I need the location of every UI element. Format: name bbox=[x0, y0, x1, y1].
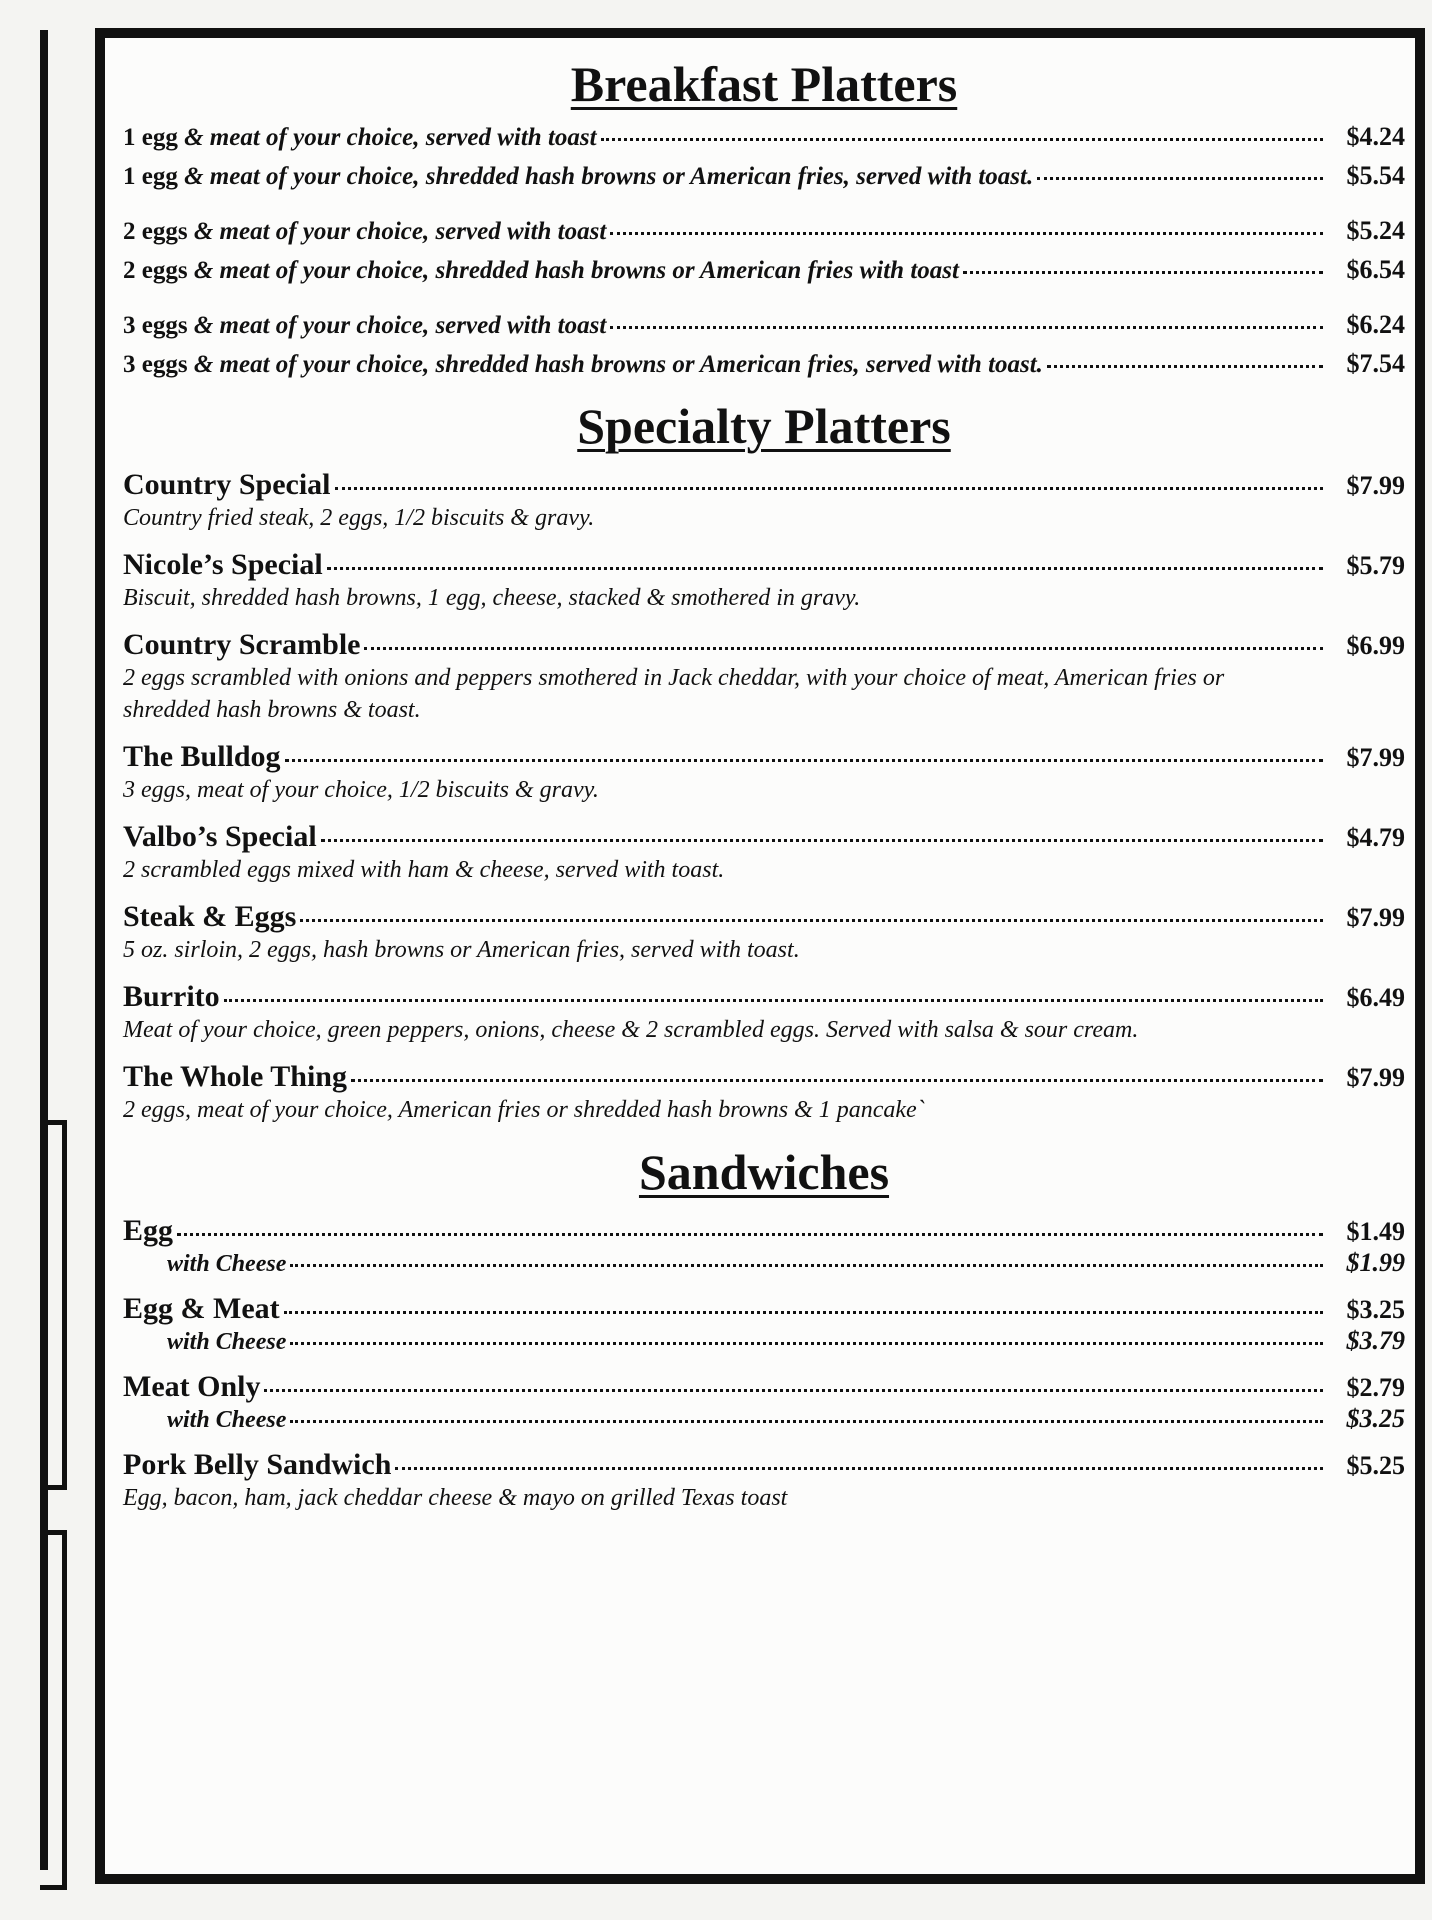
specialty-section bbox=[123, 468, 1405, 1126]
price: $6.24 bbox=[1346, 310, 1405, 339]
menu-item: Country Special $7.99 Country fried steak, 2 eggs, 1/2 biscuits & gravy. bbox=[123, 468, 1405, 531]
breakfast-title: Breakfast Platters bbox=[570, 56, 958, 112]
price: $7.99 bbox=[1346, 903, 1405, 932]
price: $6.49 bbox=[1346, 983, 1405, 1012]
menu-page bbox=[95, 28, 1425, 1884]
price: $7.99 bbox=[1346, 743, 1405, 772]
price: $6.99 bbox=[1346, 631, 1405, 660]
breakfast-row: 3 eggs & meat of your choice, served with toast $6.24 bbox=[123, 306, 1405, 345]
price: $1.99 bbox=[1346, 1248, 1405, 1277]
price: $3.79 bbox=[1346, 1326, 1405, 1355]
price: $3.25 bbox=[1346, 1295, 1405, 1324]
menu-item: Valbo’s Special $4.79 2 scrambled eggs mixed with ham & cheese, served with toast. bbox=[123, 820, 1405, 883]
breakfast-row: 1 egg & meat of your choice, shredded hash browns or American fries, served with toast. $5.54 bbox=[123, 157, 1405, 196]
sandwiches-section bbox=[123, 1214, 1405, 1514]
menu-item: Egg $1.49 with Cheese $1.99 bbox=[123, 1214, 1405, 1277]
price: $6.54 bbox=[1346, 255, 1405, 284]
breakfast-row: 2 eggs & meat of your choice, shredded hash browns or American fries with toast $6.54 bbox=[123, 251, 1405, 290]
binder-tab bbox=[40, 1530, 67, 1890]
menu-item: The Bulldog $7.99 3 eggs, meat of your choice, 1/2 biscuits & gravy. bbox=[123, 740, 1405, 803]
breakfast-row: 1 egg & meat of your choice, served with toast $4.24 bbox=[123, 118, 1405, 157]
price: $7.54 bbox=[1346, 349, 1405, 378]
price: $4.79 bbox=[1346, 823, 1405, 852]
menu-item: Nicole’s Special $5.79 Biscuit, shredded hash browns, 1 egg, cheese, stacked & smothered in gravy. bbox=[123, 548, 1405, 611]
menu-item: Steak & Eggs $7.99 5 oz. sirloin, 2 eggs, hash browns or American fries, served with toast. bbox=[123, 900, 1405, 963]
binder-tab bbox=[40, 1120, 67, 1490]
price: $5.25 bbox=[1346, 1451, 1405, 1480]
price: $5.54 bbox=[1346, 161, 1405, 190]
price: $4.24 bbox=[1346, 122, 1405, 151]
sandwiches-title: Sandwiches bbox=[638, 1144, 890, 1200]
price: $5.79 bbox=[1346, 551, 1405, 580]
price: $7.99 bbox=[1346, 1063, 1405, 1092]
menu-item: Meat Only $2.79 with Cheese $3.25 bbox=[123, 1370, 1405, 1433]
price: $5.24 bbox=[1346, 216, 1405, 245]
price: $7.99 bbox=[1346, 471, 1405, 500]
breakfast-row: 3 eggs & meat of your choice, shredded hash browns or American fries, served with toast. $7.54 bbox=[123, 345, 1405, 384]
menu-item: Country Scramble $6.99 2 eggs scrambled with onions and peppers smothered in Jack cheddar, with your choice of meat, American fries or shredded hash browns & toast. bbox=[123, 628, 1405, 723]
menu-item: Egg & Meat $3.25 with Cheese $3.79 bbox=[123, 1292, 1405, 1355]
menu-item: The Whole Thing $7.99 2 eggs, meat of your choice, American fries or shredded hash browns & 1 pancake` bbox=[123, 1060, 1405, 1123]
menu-item: Pork Belly Sandwich $5.25 Egg, bacon, ham, jack cheddar cheese & mayo on grilled Texas toast bbox=[123, 1448, 1405, 1511]
price: $3.25 bbox=[1346, 1404, 1405, 1433]
price: $1.49 bbox=[1346, 1217, 1405, 1246]
price: $2.79 bbox=[1346, 1373, 1405, 1402]
menu-item: Burrito $6.49 Meat of your choice, green peppers, onions, cheese & 2 scrambled eggs. Served with salsa & sour cream. bbox=[123, 980, 1405, 1043]
breakfast-section bbox=[123, 118, 1405, 384]
specialty-title: Specialty Platters bbox=[577, 398, 951, 454]
breakfast-row: 2 eggs & meat of your choice, served with toast $5.24 bbox=[123, 212, 1405, 251]
menu-content bbox=[123, 56, 1405, 1864]
